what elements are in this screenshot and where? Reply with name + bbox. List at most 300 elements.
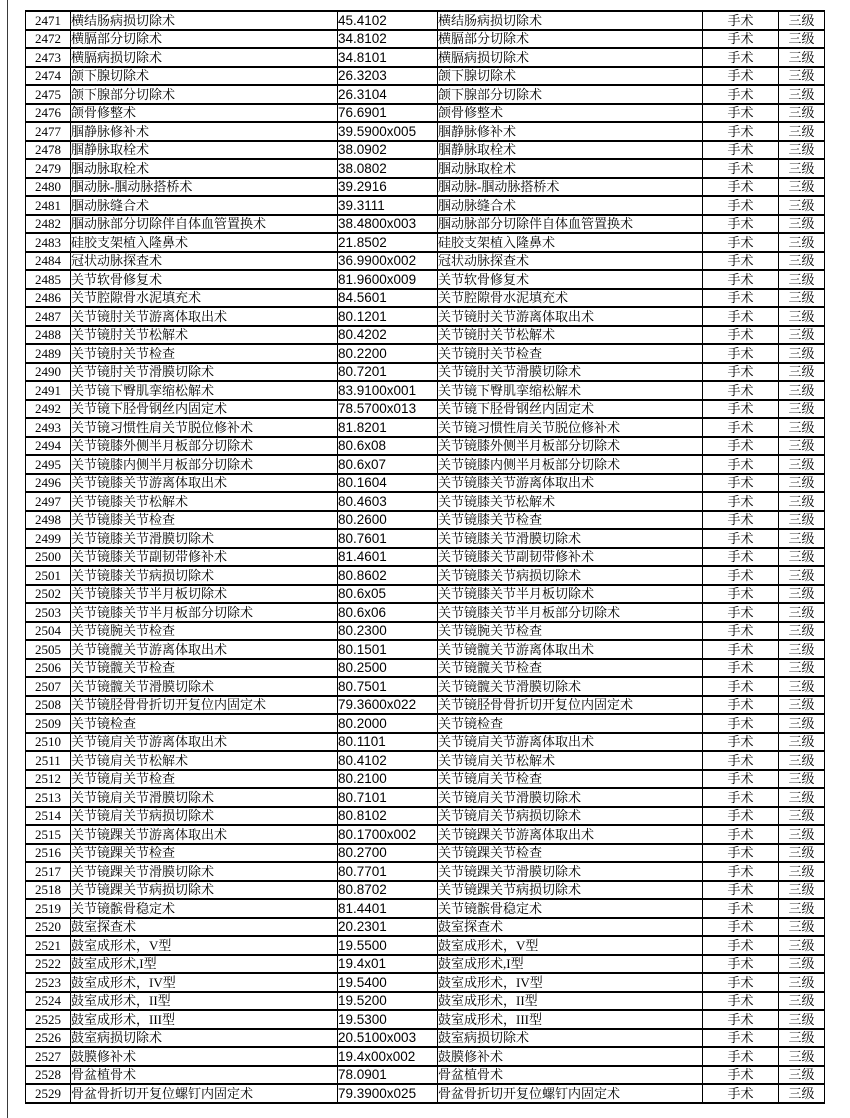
row-number-cell: 2512 <box>26 770 71 789</box>
category-cell: 手术 <box>703 67 779 86</box>
row-number-cell: 2495 <box>26 455 71 474</box>
level-cell: 三级 <box>779 992 825 1011</box>
category-cell: 手术 <box>703 11 779 30</box>
procedure-name-cell: 鼓室成形术，II型 <box>71 992 338 1011</box>
procedure-name-repeat-cell: 关节镜髋关节滑膜切除术 <box>438 677 703 696</box>
procedure-code-cell: 78.0901 <box>338 1066 438 1085</box>
procedure-code-cell: 78.5700x013 <box>338 400 438 419</box>
procedure-code-cell: 39.5900x005 <box>338 122 438 141</box>
procedure-name-repeat-cell: 关节镜肘关节检查 <box>438 344 703 363</box>
table-row <box>26 677 825 696</box>
procedure-code-cell: 80.2300 <box>338 622 438 641</box>
table-row <box>26 770 825 789</box>
procedure-name-cell: 关节镜肘关节滑膜切除术 <box>71 363 338 382</box>
procedure-name-cell: 关节镜踝关节游离体取出术 <box>71 825 338 844</box>
procedure-name-cell: 关节镜肘关节游离体取出术 <box>71 307 338 326</box>
table-row <box>26 104 825 123</box>
category-cell: 手术 <box>703 548 779 567</box>
category-cell: 手术 <box>703 844 779 863</box>
table-row <box>26 955 825 974</box>
procedure-name-cell: 腘动脉部分切除伴自体血管置换术 <box>71 215 338 234</box>
table-row <box>26 1047 825 1066</box>
level-cell: 三级 <box>779 899 825 918</box>
row-number-cell: 2471 <box>26 11 71 30</box>
level-cell: 三级 <box>779 1066 825 1085</box>
procedure-code-cell: 83.9100x001 <box>338 381 438 400</box>
procedure-code-cell: 84.5601 <box>338 289 438 308</box>
category-cell: 手术 <box>703 381 779 400</box>
table-row <box>26 844 825 863</box>
level-cell: 三级 <box>779 48 825 67</box>
level-cell: 三级 <box>779 640 825 659</box>
procedure-name-repeat-cell: 关节镜肩关节松解术 <box>438 751 703 770</box>
category-cell: 手术 <box>703 474 779 493</box>
procedure-code-cell: 38.0902 <box>338 141 438 160</box>
level-cell: 三级 <box>779 437 825 456</box>
procedure-name-cell: 鼓室成形术,I型 <box>71 955 338 974</box>
procedure-name-cell: 颌下腺部分切除术 <box>71 85 338 104</box>
level-cell: 三级 <box>779 196 825 215</box>
procedure-name-cell: 关节镜膝关节松解术 <box>71 492 338 511</box>
level-cell: 三级 <box>779 67 825 86</box>
category-cell: 手术 <box>703 936 779 955</box>
level-cell: 三级 <box>779 122 825 141</box>
row-number-cell: 2517 <box>26 862 71 881</box>
row-number-cell: 2516 <box>26 844 71 863</box>
procedure-name-cell: 关节镜膝关节半月板切除术 <box>71 585 338 604</box>
table-row <box>26 603 825 622</box>
procedure-name-cell: 关节镜膝关节副韧带修补术 <box>71 548 338 567</box>
row-number-cell: 2521 <box>26 936 71 955</box>
procedure-name-repeat-cell: 腘静脉修补术 <box>438 122 703 141</box>
procedure-name-repeat-cell: 腘动脉缝合术 <box>438 196 703 215</box>
procedure-name-repeat-cell: 关节镜膝关节滑膜切除术 <box>438 529 703 548</box>
procedure-code-cell: 39.2916 <box>338 178 438 197</box>
category-cell: 手术 <box>703 714 779 733</box>
procedure-name-cell: 腘动脉-腘动脉搭桥术 <box>71 178 338 197</box>
table-row <box>26 270 825 289</box>
level-cell: 三级 <box>779 159 825 178</box>
row-number-cell: 2505 <box>26 640 71 659</box>
level-cell: 三级 <box>779 862 825 881</box>
table-row <box>26 455 825 474</box>
level-cell: 三级 <box>779 677 825 696</box>
procedure-name-cell: 横膈病损切除术 <box>71 48 338 67</box>
procedure-name-cell: 关节镜肘关节松解术 <box>71 326 338 345</box>
table-row <box>26 1084 825 1103</box>
procedure-name-repeat-cell: 鼓室成形术，III型 <box>438 1010 703 1029</box>
category-cell: 手术 <box>703 270 779 289</box>
procedure-code-cell: 80.7701 <box>338 862 438 881</box>
procedure-code-cell: 80.7501 <box>338 677 438 696</box>
row-number-cell: 2525 <box>26 1010 71 1029</box>
category-cell: 手术 <box>703 418 779 437</box>
level-cell: 三级 <box>779 1084 825 1103</box>
level-cell: 三级 <box>779 11 825 30</box>
category-cell: 手术 <box>703 751 779 770</box>
category-cell: 手术 <box>703 307 779 326</box>
procedure-code-cell: 26.3203 <box>338 67 438 86</box>
row-number-cell: 2487 <box>26 307 71 326</box>
procedure-code-cell: 19.4x01 <box>338 955 438 974</box>
category-cell: 手术 <box>703 862 779 881</box>
row-number-cell: 2520 <box>26 918 71 937</box>
row-number-cell: 2494 <box>26 437 71 456</box>
procedure-name-cell: 颌骨修整术 <box>71 104 338 123</box>
level-cell: 三级 <box>779 289 825 308</box>
procedure-name-repeat-cell: 关节镜踝关节检查 <box>438 844 703 863</box>
level-cell: 三级 <box>779 622 825 641</box>
level-cell: 三级 <box>779 1047 825 1066</box>
table-row <box>26 326 825 345</box>
procedure-name-repeat-cell: 关节镜肩关节滑膜切除术 <box>438 788 703 807</box>
procedure-code-cell: 80.2500 <box>338 659 438 678</box>
level-cell: 三级 <box>779 788 825 807</box>
row-number-cell: 2511 <box>26 751 71 770</box>
procedure-name-repeat-cell: 关节镜膝关节半月板切除术 <box>438 585 703 604</box>
level-cell: 三级 <box>779 252 825 271</box>
category-cell: 手术 <box>703 603 779 622</box>
category-cell: 手术 <box>703 659 779 678</box>
category-cell: 手术 <box>703 363 779 382</box>
table-row <box>26 714 825 733</box>
procedure-code-cell: 19.5500 <box>338 936 438 955</box>
procedure-name-repeat-cell: 腘动脉部分切除伴自体血管置换术 <box>438 215 703 234</box>
level-cell: 三级 <box>779 936 825 955</box>
procedure-name-cell: 关节镜髋关节检查 <box>71 659 338 678</box>
procedure-name-cell: 关节镜肩关节检查 <box>71 770 338 789</box>
table-row <box>26 85 825 104</box>
procedure-name-cell: 鼓室成形术，III型 <box>71 1010 338 1029</box>
procedure-name-cell: 关节镜膝内侧半月板部分切除术 <box>71 455 338 474</box>
procedure-name-repeat-cell: 关节镜肩关节检查 <box>438 770 703 789</box>
category-cell: 手术 <box>703 289 779 308</box>
procedure-code-cell: 20.2301 <box>338 918 438 937</box>
procedure-name-repeat-cell: 关节镜膝关节副韧带修补术 <box>438 548 703 567</box>
procedure-code-cell: 19.5400 <box>338 973 438 992</box>
category-cell: 手术 <box>703 770 779 789</box>
level-cell: 三级 <box>779 807 825 826</box>
procedure-table <box>25 10 825 1104</box>
table-row <box>26 788 825 807</box>
procedure-name-repeat-cell: 鼓室成形术,I型 <box>438 955 703 974</box>
procedure-code-cell: 81.4401 <box>338 899 438 918</box>
procedure-name-cell: 鼓室成形术，V型 <box>71 936 338 955</box>
procedure-name-repeat-cell: 关节镜膝关节游离体取出术 <box>438 474 703 493</box>
table-row <box>26 807 825 826</box>
table-row <box>26 973 825 992</box>
category-cell: 手术 <box>703 178 779 197</box>
level-cell: 三级 <box>779 918 825 937</box>
procedure-name-cell: 关节镜髋关节游离体取出术 <box>71 640 338 659</box>
category-cell: 手术 <box>703 918 779 937</box>
procedure-name-repeat-cell: 关节镜习惯性肩关节脱位修补术 <box>438 418 703 437</box>
row-number-cell: 2500 <box>26 548 71 567</box>
category-cell: 手术 <box>703 492 779 511</box>
procedure-name-repeat-cell: 关节镜肩关节游离体取出术 <box>438 733 703 752</box>
procedure-code-cell: 80.7201 <box>338 363 438 382</box>
procedure-name-cell: 关节镜膝外侧半月板部分切除术 <box>71 437 338 456</box>
category-cell: 手术 <box>703 455 779 474</box>
procedure-name-repeat-cell: 腘动脉取栓术 <box>438 159 703 178</box>
procedure-code-cell: 80.8702 <box>338 881 438 900</box>
procedure-name-cell: 关节镜膝关节半月板部分切除术 <box>71 603 338 622</box>
table-row <box>26 252 825 271</box>
category-cell: 手术 <box>703 677 779 696</box>
table-row <box>26 381 825 400</box>
level-cell: 三级 <box>779 418 825 437</box>
table-row <box>26 733 825 752</box>
procedure-name-cell: 关节镜肩关节松解术 <box>71 751 338 770</box>
procedure-name-cell: 鼓室成形术，IV型 <box>71 973 338 992</box>
level-cell: 三级 <box>779 511 825 530</box>
row-number-cell: 2479 <box>26 159 71 178</box>
level-cell: 三级 <box>779 529 825 548</box>
procedure-name-repeat-cell: 关节镜肘关节游离体取出术 <box>438 307 703 326</box>
level-cell: 三级 <box>779 85 825 104</box>
procedure-name-repeat-cell: 冠状动脉探查术 <box>438 252 703 271</box>
category-cell: 手术 <box>703 122 779 141</box>
procedure-code-cell: 80.4102 <box>338 751 438 770</box>
row-number-cell: 2485 <box>26 270 71 289</box>
row-number-cell: 2472 <box>26 30 71 49</box>
procedure-name-cell: 鼓室探查术 <box>71 918 338 937</box>
category-cell: 手术 <box>703 881 779 900</box>
procedure-code-cell: 80.2200 <box>338 344 438 363</box>
row-number-cell: 2501 <box>26 566 71 585</box>
procedure-name-cell: 关节镜肩关节滑膜切除术 <box>71 788 338 807</box>
category-cell: 手术 <box>703 437 779 456</box>
category-cell: 手术 <box>703 196 779 215</box>
procedure-code-cell: 20.5100x003 <box>338 1029 438 1048</box>
procedure-code-cell: 80.8102 <box>338 807 438 826</box>
level-cell: 三级 <box>779 751 825 770</box>
table-row <box>26 215 825 234</box>
procedure-name-cell: 关节镜下胫骨钢丝内固定术 <box>71 400 338 419</box>
category-cell: 手术 <box>703 252 779 271</box>
procedure-name-repeat-cell: 腘动脉-腘动脉搭桥术 <box>438 178 703 197</box>
category-cell: 手术 <box>703 529 779 548</box>
category-cell: 手术 <box>703 30 779 49</box>
procedure-name-cell: 冠状动脉探查术 <box>71 252 338 271</box>
row-number-cell: 2492 <box>26 400 71 419</box>
procedure-name-cell: 关节镜膝关节检查 <box>71 511 338 530</box>
procedure-code-cell: 80.1501 <box>338 640 438 659</box>
procedure-name-repeat-cell: 关节镜踝关节病损切除术 <box>438 881 703 900</box>
procedure-code-cell: 38.4800x003 <box>338 215 438 234</box>
procedure-name-repeat-cell: 硅胶支架植入隆鼻术 <box>438 233 703 252</box>
procedure-code-cell: 80.8602 <box>338 566 438 585</box>
row-number-cell: 2477 <box>26 122 71 141</box>
procedure-code-cell: 80.6x07 <box>338 455 438 474</box>
procedure-code-cell: 80.4202 <box>338 326 438 345</box>
procedure-name-cell: 腘静脉修补术 <box>71 122 338 141</box>
procedure-name-repeat-cell: 关节腔隙骨水泥填充术 <box>438 289 703 308</box>
procedure-code-cell: 80.1201 <box>338 307 438 326</box>
row-number-cell: 2488 <box>26 326 71 345</box>
level-cell: 三级 <box>779 844 825 863</box>
procedure-name-cell: 关节软骨修复术 <box>71 270 338 289</box>
category-cell: 手术 <box>703 159 779 178</box>
row-number-cell: 2514 <box>26 807 71 826</box>
procedure-name-repeat-cell: 骨盆植骨术 <box>438 1066 703 1085</box>
row-number-cell: 2506 <box>26 659 71 678</box>
level-cell: 三级 <box>779 566 825 585</box>
procedure-code-cell: 80.6x05 <box>338 585 438 604</box>
level-cell: 三级 <box>779 955 825 974</box>
procedure-code-cell: 80.1604 <box>338 474 438 493</box>
table-row <box>26 141 825 160</box>
procedure-name-repeat-cell: 鼓室成形术，II型 <box>438 992 703 1011</box>
row-number-cell: 2503 <box>26 603 71 622</box>
row-number-cell: 2504 <box>26 622 71 641</box>
table-row <box>26 196 825 215</box>
table-row <box>26 400 825 419</box>
level-cell: 三级 <box>779 585 825 604</box>
procedure-name-repeat-cell: 关节镜下胫骨钢丝内固定术 <box>438 400 703 419</box>
category-cell: 手术 <box>703 1084 779 1103</box>
row-number-cell: 2513 <box>26 788 71 807</box>
procedure-name-repeat-cell: 关节镜胫骨骨折切开复位内固定术 <box>438 696 703 715</box>
procedure-name-cell: 关节镜膝关节游离体取出术 <box>71 474 338 493</box>
category-cell: 手术 <box>703 1066 779 1085</box>
procedure-name-repeat-cell: 鼓室探查术 <box>438 918 703 937</box>
procedure-name-cell: 腘动脉缝合术 <box>71 196 338 215</box>
table-row <box>26 881 825 900</box>
level-cell: 三级 <box>779 307 825 326</box>
procedure-code-cell: 80.6x08 <box>338 437 438 456</box>
procedure-code-cell: 81.9600x009 <box>338 270 438 289</box>
category-cell: 手术 <box>703 807 779 826</box>
category-cell: 手术 <box>703 104 779 123</box>
level-cell: 三级 <box>779 344 825 363</box>
row-number-cell: 2486 <box>26 289 71 308</box>
row-number-cell: 2499 <box>26 529 71 548</box>
procedure-name-cell: 关节镜髌骨稳定术 <box>71 899 338 918</box>
procedure-code-cell: 80.2600 <box>338 511 438 530</box>
procedure-name-repeat-cell: 骨盆骨折切开复位螺钉内固定术 <box>438 1084 703 1103</box>
procedure-name-cell: 硅胶支架植入隆鼻术 <box>71 233 338 252</box>
table-row <box>26 437 825 456</box>
category-cell: 手术 <box>703 566 779 585</box>
category-cell: 手术 <box>703 48 779 67</box>
procedure-code-cell: 36.9900x002 <box>338 252 438 271</box>
procedure-name-repeat-cell: 鼓室成形术，V型 <box>438 936 703 955</box>
row-number-cell: 2507 <box>26 677 71 696</box>
procedure-name-cell: 骨盆植骨术 <box>71 1066 338 1085</box>
level-cell: 三级 <box>779 474 825 493</box>
category-cell: 手术 <box>703 1029 779 1048</box>
procedure-name-repeat-cell: 鼓膜修补术 <box>438 1047 703 1066</box>
table-row <box>26 511 825 530</box>
level-cell: 三级 <box>779 603 825 622</box>
procedure-name-repeat-cell: 关节镜髋关节检查 <box>438 659 703 678</box>
level-cell: 三级 <box>779 770 825 789</box>
procedure-name-repeat-cell: 横结肠病损切除术 <box>438 11 703 30</box>
procedure-name-repeat-cell: 关节软骨修复术 <box>438 270 703 289</box>
procedure-name-cell: 关节镜胫骨骨折切开复位内固定术 <box>71 696 338 715</box>
procedure-name-cell: 横膈部分切除术 <box>71 30 338 49</box>
procedure-name-repeat-cell: 关节镜踝关节滑膜切除术 <box>438 862 703 881</box>
category-cell: 手术 <box>703 1047 779 1066</box>
table-row <box>26 233 825 252</box>
category-cell: 手术 <box>703 733 779 752</box>
procedure-name-cell: 鼓膜修补术 <box>71 1047 338 1066</box>
procedure-code-cell: 80.1101 <box>338 733 438 752</box>
level-cell: 三级 <box>779 270 825 289</box>
table-row <box>26 48 825 67</box>
row-number-cell: 2478 <box>26 141 71 160</box>
row-number-cell: 2509 <box>26 714 71 733</box>
procedure-code-cell: 34.8102 <box>338 30 438 49</box>
table-row <box>26 751 825 770</box>
category-cell: 手术 <box>703 788 779 807</box>
procedure-name-repeat-cell: 关节镜检查 <box>438 714 703 733</box>
procedure-name-cell: 关节镜腕关节检查 <box>71 622 338 641</box>
procedure-name-repeat-cell: 关节镜膝关节半月板部分切除术 <box>438 603 703 622</box>
procedure-name-cell: 腘静脉取栓术 <box>71 141 338 160</box>
row-number-cell: 2490 <box>26 363 71 382</box>
table-row <box>26 862 825 881</box>
procedure-name-repeat-cell: 关节镜膝关节松解术 <box>438 492 703 511</box>
row-number-cell: 2529 <box>26 1084 71 1103</box>
procedure-name-cell: 关节镜肘关节检查 <box>71 344 338 363</box>
procedure-name-repeat-cell: 关节镜下臀肌挛缩松解术 <box>438 381 703 400</box>
table-row <box>26 548 825 567</box>
row-number-cell: 2484 <box>26 252 71 271</box>
row-number-cell: 2489 <box>26 344 71 363</box>
procedure-code-cell: 80.4603 <box>338 492 438 511</box>
procedure-name-repeat-cell: 关节镜髌骨稳定术 <box>438 899 703 918</box>
procedure-code-cell: 80.2100 <box>338 770 438 789</box>
procedure-code-cell: 79.3900x025 <box>338 1084 438 1103</box>
row-number-cell: 2519 <box>26 899 71 918</box>
procedure-table-body <box>26 11 825 1103</box>
procedure-code-cell: 79.3600x022 <box>338 696 438 715</box>
row-number-cell: 2526 <box>26 1029 71 1048</box>
table-row <box>26 918 825 937</box>
row-number-cell: 2502 <box>26 585 71 604</box>
procedure-name-cell: 关节镜肩关节病损切除术 <box>71 807 338 826</box>
category-cell: 手术 <box>703 973 779 992</box>
level-cell: 三级 <box>779 233 825 252</box>
level-cell: 三级 <box>779 696 825 715</box>
category-cell: 手术 <box>703 955 779 974</box>
row-number-cell: 2522 <box>26 955 71 974</box>
category-cell: 手术 <box>703 511 779 530</box>
table-row <box>26 992 825 1011</box>
level-cell: 三级 <box>779 548 825 567</box>
level-cell: 三级 <box>779 1010 825 1029</box>
procedure-code-cell: 81.8201 <box>338 418 438 437</box>
table-row <box>26 178 825 197</box>
table-row <box>26 899 825 918</box>
category-cell: 手术 <box>703 85 779 104</box>
table-row <box>26 622 825 641</box>
procedure-code-cell: 19.5200 <box>338 992 438 1011</box>
row-number-cell: 2483 <box>26 233 71 252</box>
procedure-name-repeat-cell: 关节镜腕关节检查 <box>438 622 703 641</box>
category-cell: 手术 <box>703 622 779 641</box>
table-row <box>26 122 825 141</box>
row-number-cell: 2480 <box>26 178 71 197</box>
procedure-name-repeat-cell: 关节镜肘关节滑膜切除术 <box>438 363 703 382</box>
procedure-name-repeat-cell: 颌骨修整术 <box>438 104 703 123</box>
procedure-code-cell: 80.7601 <box>338 529 438 548</box>
category-cell: 手术 <box>703 141 779 160</box>
procedure-name-cell: 鼓室病损切除术 <box>71 1029 338 1048</box>
level-cell: 三级 <box>779 104 825 123</box>
